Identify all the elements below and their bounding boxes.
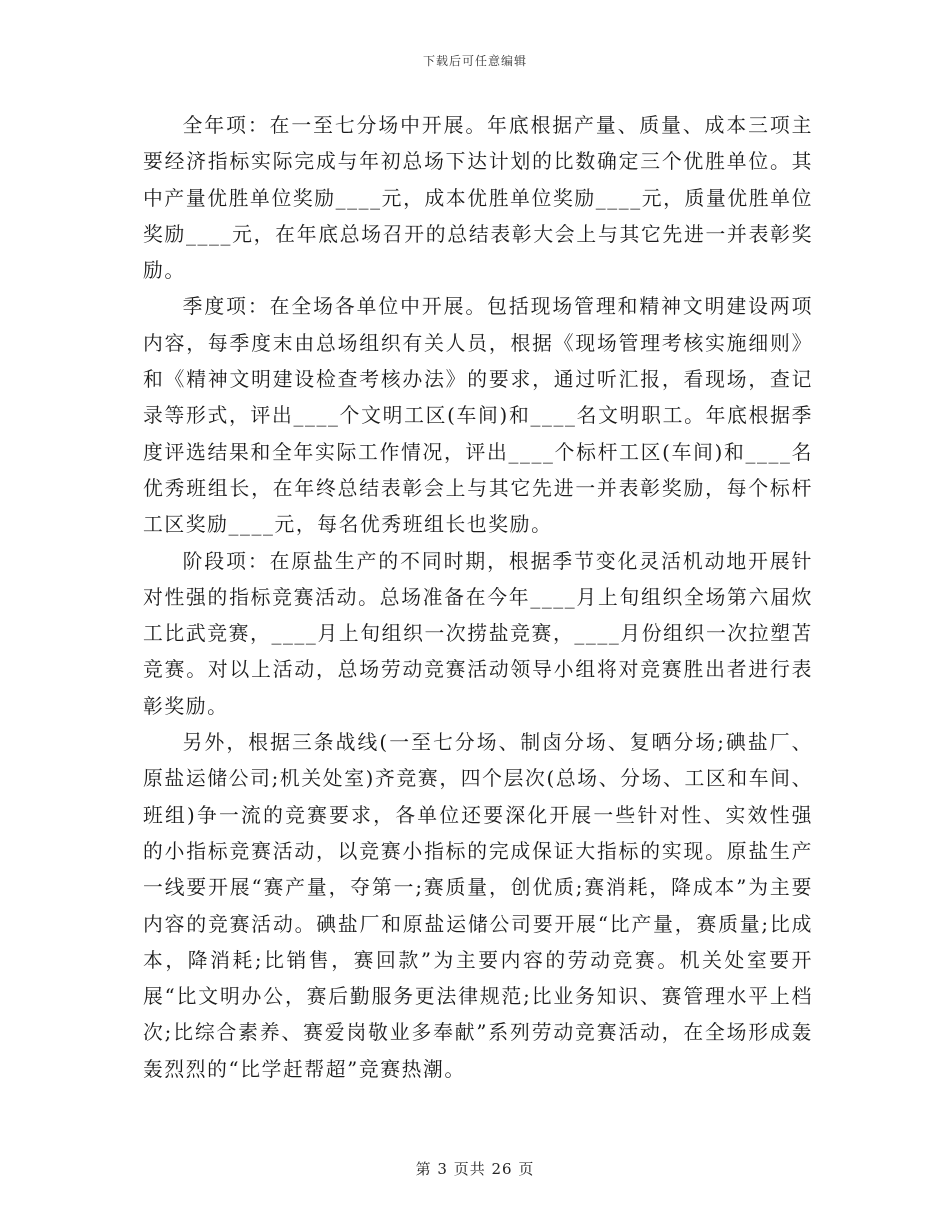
- paragraph-quarterly: 季度项：在全场各单位中开展。包括现场管理和精神文明建设两项内容，每季度末由总场组织有关人员，根据《现场管理考核实施细则》和《精神文明建设检查考核办法》的要求，通过听汇报，看现场，查记录等形式，评出____个文明工区(车间)和____名文明职工。年底根据季度评选结果和全年实际工作情况，评出____个标杆工区(车间)和____名优秀班组长，在年终总结表彰会上与其它先进一并表彰奖励，每个标杆工区奖励____元，每名优秀班组长也奖励。: [143, 295, 813, 537]
- paragraph-additional: 另外，根据三条战线(一至七分场、制卤分场、复晒分场;碘盐厂、原盐运储公司;机关处室)齐竞赛，四个层次(总场、分场、工区和车间、班组)争一流的竞赛要求，各单位还要深化开展一些针对性、实效性强的小指标竞赛活动，以竞赛小指标的完成保证大指标的实现。原盐生产一线要开展“赛产量，夺第一;赛质量，创优质;赛消耗，降成本”为主要内容的竞赛活动。碘盐厂和原盐运储公司要开展“比产量，赛质量;比成本，降消耗;比销售，赛回款”为主要内容的劳动竞赛。机关处室要开展“比文明办公，赛后勤服务更法律规范;比业务知识、赛管理水平上档次;比综合素养、赛爱岗敬业多奉献”系列劳动竞赛活动，在全场形成轰轰烈烈的“比学赶帮超”竞赛热潮。: [143, 731, 813, 1081]
- paragraph-stage: 阶段项：在原盐生产的不同时期，根据季节变化灵活机动地开展针对性强的指标竞赛活动。总场准备在今年____月上旬组织全场第六届炊工比武竞赛，____月上旬组织一次捞盐竞赛，____月份组织一次拉塑苫竞赛。对以上活动，总场劳动竞赛活动领导小组将对竞赛胜出者进行表彰奖励。: [143, 549, 813, 718]
- document-body: [143, 108, 813, 1088]
- page-number: 第 3 页共 26 页: [415, 1160, 535, 1178]
- paragraph-annual: 全年项：在一至七分场中开展。年底根据产量、质量、成本三项主要经济指标实际完成与年初总场下达计划的比数确定三个优胜单位。其中产量优胜单位奖励____元，成本优胜单位奖励____元，质量优胜单位奖励____元，在年底总场召开的总结表彰大会上与其它先进一并表彰奖励。: [143, 114, 813, 283]
- page-header-note: 下载后可任意编辑: [422, 54, 527, 68]
